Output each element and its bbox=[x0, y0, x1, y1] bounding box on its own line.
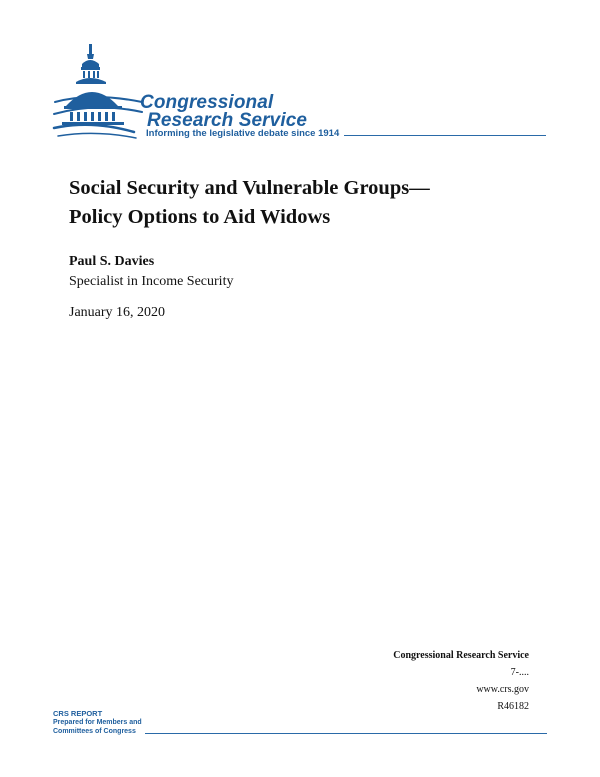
logo-tagline: Informing the legislative debate since 1914 bbox=[146, 128, 340, 139]
author-title: Specialist in Income Security bbox=[69, 274, 234, 289]
report-title-line2: Policy Options to Aid Widows bbox=[69, 206, 331, 228]
publisher-name: Congressional Research Service bbox=[393, 650, 529, 661]
footer-line2: Prepared for Members and bbox=[53, 719, 142, 726]
footer-line3: Committees of Congress bbox=[53, 728, 136, 735]
report-number: R46182 bbox=[497, 701, 529, 712]
author-name: Paul S. Davies bbox=[69, 254, 155, 269]
logo-name-line2: Research Service bbox=[147, 110, 308, 131]
footer-line1: CRS REPORT bbox=[53, 709, 103, 718]
crs-logo bbox=[52, 42, 552, 147]
logo-name-line1: Congressional bbox=[140, 92, 274, 113]
report-title bbox=[69, 174, 539, 232]
publisher-website: www.crs.gov bbox=[476, 684, 529, 695]
report-code: 7-.... bbox=[510, 667, 529, 678]
crs-report-footer bbox=[53, 709, 142, 736]
publisher-info bbox=[393, 647, 529, 715]
footer-divider bbox=[145, 733, 547, 734]
capitol-dome-icon bbox=[52, 42, 144, 142]
report-title-line1: Social Security and Vulnerable Groups— bbox=[69, 177, 430, 199]
logo-divider bbox=[344, 135, 546, 136]
report-date: January 16, 2020 bbox=[69, 305, 166, 320]
logo-wordmark bbox=[140, 94, 307, 130]
